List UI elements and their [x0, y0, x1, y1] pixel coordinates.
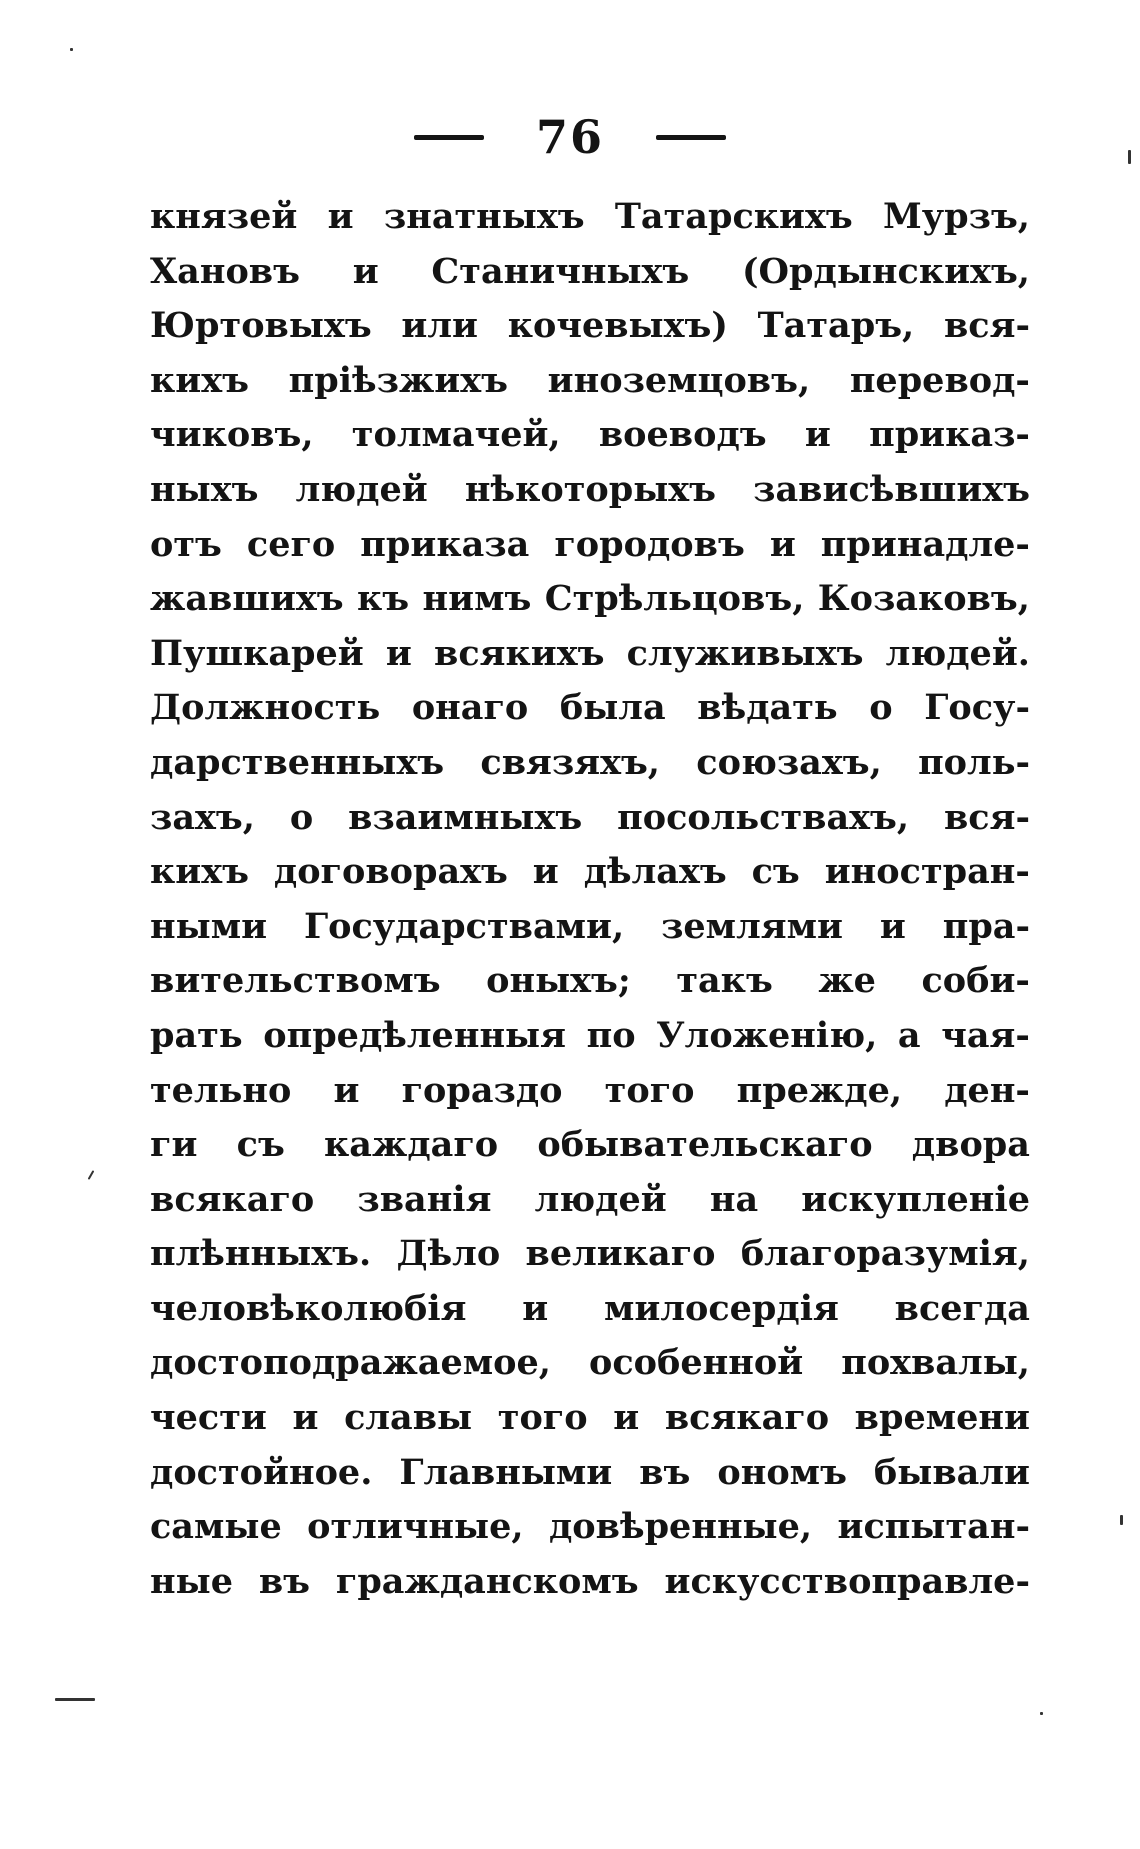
text-word: великаго [525, 1233, 716, 1275]
text-line [150, 845, 1030, 900]
text-line [150, 1227, 1030, 1282]
text-word: вся- [943, 305, 1030, 347]
text-word: всегда [894, 1287, 1030, 1329]
text-word: знатныхъ [383, 196, 585, 237]
text-word: Татарскихъ [614, 196, 853, 237]
text-line [150, 572, 1030, 627]
text-word: всякихъ [434, 632, 605, 674]
text-word: двора [911, 1124, 1030, 1166]
text-word: гораздо [401, 1069, 563, 1111]
text-line [150, 463, 1030, 518]
text-word: чиковъ, [150, 414, 314, 456]
text-line [150, 791, 1030, 846]
text-line [150, 681, 1030, 736]
text-word: искупленіе [801, 1178, 1030, 1220]
text-line [150, 299, 1030, 354]
text-line [150, 1391, 1030, 1446]
text-word: кихъ [150, 359, 249, 401]
text-word: взаимныхъ [348, 796, 583, 838]
text-word: же [818, 960, 876, 1002]
text-word: и [352, 250, 379, 292]
text-line [150, 1446, 1030, 1501]
text-word: соби- [921, 960, 1030, 1002]
text-word: опредѣленныя [263, 1014, 566, 1056]
text-word: въ [639, 1451, 691, 1493]
text-word: Хановъ [150, 250, 300, 292]
text-word: человѣколюбія [150, 1287, 467, 1329]
text-word: оныхъ; [486, 960, 631, 1002]
text-word: времени [854, 1397, 1030, 1439]
text-word: вся- [943, 796, 1030, 838]
text-word: достойное. [150, 1451, 373, 1493]
text-word: и [613, 1397, 640, 1439]
text-word: отъ [150, 523, 222, 565]
header-dash-right [656, 135, 726, 140]
text-word: къ [357, 578, 410, 620]
text-word: союзахъ, [696, 741, 882, 783]
text-word: отличные, [307, 1506, 524, 1548]
text-word: самые [150, 1506, 282, 1548]
text-word: вительствомъ [150, 960, 441, 1002]
text-line [150, 518, 1030, 573]
text-word: Козаковъ, [817, 578, 1030, 620]
text-line [150, 1555, 1030, 1610]
page-header [0, 102, 1140, 172]
text-word: всякаго [664, 1397, 830, 1439]
text-word: по [586, 1014, 636, 1056]
text-word: или [401, 305, 479, 347]
text-word: чести [150, 1397, 267, 1439]
text-word: договорахъ [273, 851, 508, 893]
text-word: гражданскомъ [335, 1560, 639, 1602]
text-line [150, 736, 1030, 791]
text-word: рать [150, 1014, 243, 1056]
text-word: и [333, 1069, 360, 1111]
text-word: захъ, [150, 796, 255, 838]
text-line [150, 408, 1030, 463]
scan-speck [55, 1698, 95, 1701]
text-line [150, 190, 1030, 245]
text-word: съ [751, 851, 800, 893]
text-word: зависѣвшихъ [753, 468, 1030, 510]
text-word: людей [295, 468, 428, 510]
text-word: славы [344, 1397, 473, 1439]
text-word: ными [150, 905, 268, 947]
text-word: связяхъ, [480, 741, 660, 783]
scan-speck [1120, 1515, 1123, 1525]
text-word: людей. [885, 632, 1030, 674]
text-word: онаго [411, 687, 529, 729]
text-word: сего [246, 523, 336, 565]
text-word: толмачей, [351, 414, 561, 456]
text-word: нимъ [422, 578, 532, 620]
text-line [150, 354, 1030, 409]
text-word: людей [534, 1178, 667, 1220]
text-word: приказ- [869, 414, 1030, 456]
text-word: Госу- [924, 687, 1030, 729]
text-word: довѣренные, [548, 1506, 813, 1548]
text-word: кихъ [150, 851, 249, 893]
text-word: въ [258, 1560, 311, 1602]
text-word: прежде, [736, 1069, 903, 1111]
text-word: того [497, 1397, 588, 1439]
text-word: кочевыхъ) [507, 305, 728, 347]
text-word: а [897, 1014, 921, 1056]
text-word: перевод- [849, 359, 1030, 401]
text-word: иностран- [824, 851, 1030, 893]
text-word: бывали [873, 1451, 1030, 1493]
text-word: и [769, 523, 796, 565]
text-word: Мурзъ, [883, 196, 1030, 237]
text-word: Главными [399, 1451, 613, 1493]
text-word: дарственныхъ [150, 741, 445, 783]
text-word: и [804, 414, 831, 456]
text-line [150, 245, 1030, 300]
text-word: Пушкарей [150, 632, 364, 674]
text-word: Юртовыхъ [150, 305, 372, 347]
text-word: и [532, 851, 559, 893]
text-word: иноземцовъ, [547, 359, 811, 401]
text-word: всякаго [150, 1178, 315, 1220]
text-word: принадле- [820, 523, 1030, 565]
text-word: званія [357, 1178, 492, 1220]
text-line [150, 1118, 1030, 1173]
text-word: ономъ [717, 1451, 847, 1493]
text-word: Станичныхъ [431, 250, 690, 292]
text-word: посольствахъ, [617, 796, 910, 838]
text-line [150, 627, 1030, 682]
text-line [150, 954, 1030, 1009]
text-word: Стрѣльцовъ, [544, 578, 805, 620]
text-word: милосердія [603, 1287, 839, 1329]
text-word: плѣнныхъ. [150, 1233, 372, 1275]
text-word: князей [150, 196, 298, 237]
text-word: такъ [676, 960, 773, 1002]
text-line [150, 1009, 1030, 1064]
text-word: пра- [942, 905, 1030, 947]
text-word: вѣдать [697, 687, 838, 729]
text-line [150, 1064, 1030, 1119]
text-word: обывательскаго [537, 1124, 873, 1166]
text-word: того [604, 1069, 695, 1111]
text-word: дѣлахъ [583, 851, 727, 893]
text-word: похвалы, [841, 1342, 1030, 1384]
text-word: поль- [918, 741, 1030, 783]
text-word: испытан- [837, 1506, 1030, 1548]
text-word: жавшихъ [150, 578, 344, 620]
text-line [150, 1336, 1030, 1391]
text-word: (Ордынскихъ, [741, 250, 1030, 292]
text-line [150, 1173, 1030, 1228]
text-word: Уложенію, [656, 1014, 878, 1056]
header-dash-left [414, 135, 484, 140]
text-line [150, 900, 1030, 955]
text-word: Дѣло [396, 1233, 501, 1275]
text-word: городовъ [554, 523, 745, 565]
text-line [150, 1500, 1030, 1555]
scan-speck [1128, 150, 1131, 164]
text-word: пріѣзжихъ [288, 359, 508, 401]
text-word: съ [236, 1124, 285, 1166]
text-word: о [869, 687, 893, 729]
scan-speck [1040, 1712, 1043, 1715]
text-word: землями [661, 905, 843, 947]
scan-speck [88, 1170, 95, 1180]
text-word: Должность [150, 687, 381, 729]
text-word: и [522, 1287, 549, 1329]
text-word: воеводъ [598, 414, 767, 456]
text-word: о [289, 796, 314, 838]
text-word: ги [150, 1124, 198, 1166]
text-line [150, 1282, 1030, 1337]
text-word: была [559, 687, 666, 729]
text-word: служивыхъ [626, 632, 864, 674]
text-word: достоподражаемое, [150, 1342, 551, 1384]
text-word: и [327, 196, 354, 237]
text-word: особенной [589, 1342, 804, 1384]
text-word: Татаръ, [757, 305, 915, 347]
text-word: ден- [944, 1069, 1030, 1111]
text-word: приказа [360, 523, 530, 565]
page-number: 76 [535, 110, 604, 164]
scan-speck [70, 48, 73, 51]
text-word: нѣкоторыхъ [464, 468, 717, 510]
text-word: на [709, 1178, 759, 1220]
text-word: и [879, 905, 906, 947]
text-word: тельно [150, 1069, 292, 1111]
text-word: и [385, 632, 412, 674]
text-word: и [292, 1397, 319, 1439]
text-word: чая- [941, 1014, 1030, 1056]
text-word: ные [150, 1560, 233, 1602]
text-word: Государствами, [303, 905, 625, 947]
text-word: искусствоправле- [664, 1560, 1030, 1602]
body-text [150, 190, 1030, 1609]
text-word: ныхъ [150, 468, 259, 510]
text-word: благоразумія, [740, 1233, 1030, 1275]
text-word: каждаго [324, 1124, 499, 1166]
